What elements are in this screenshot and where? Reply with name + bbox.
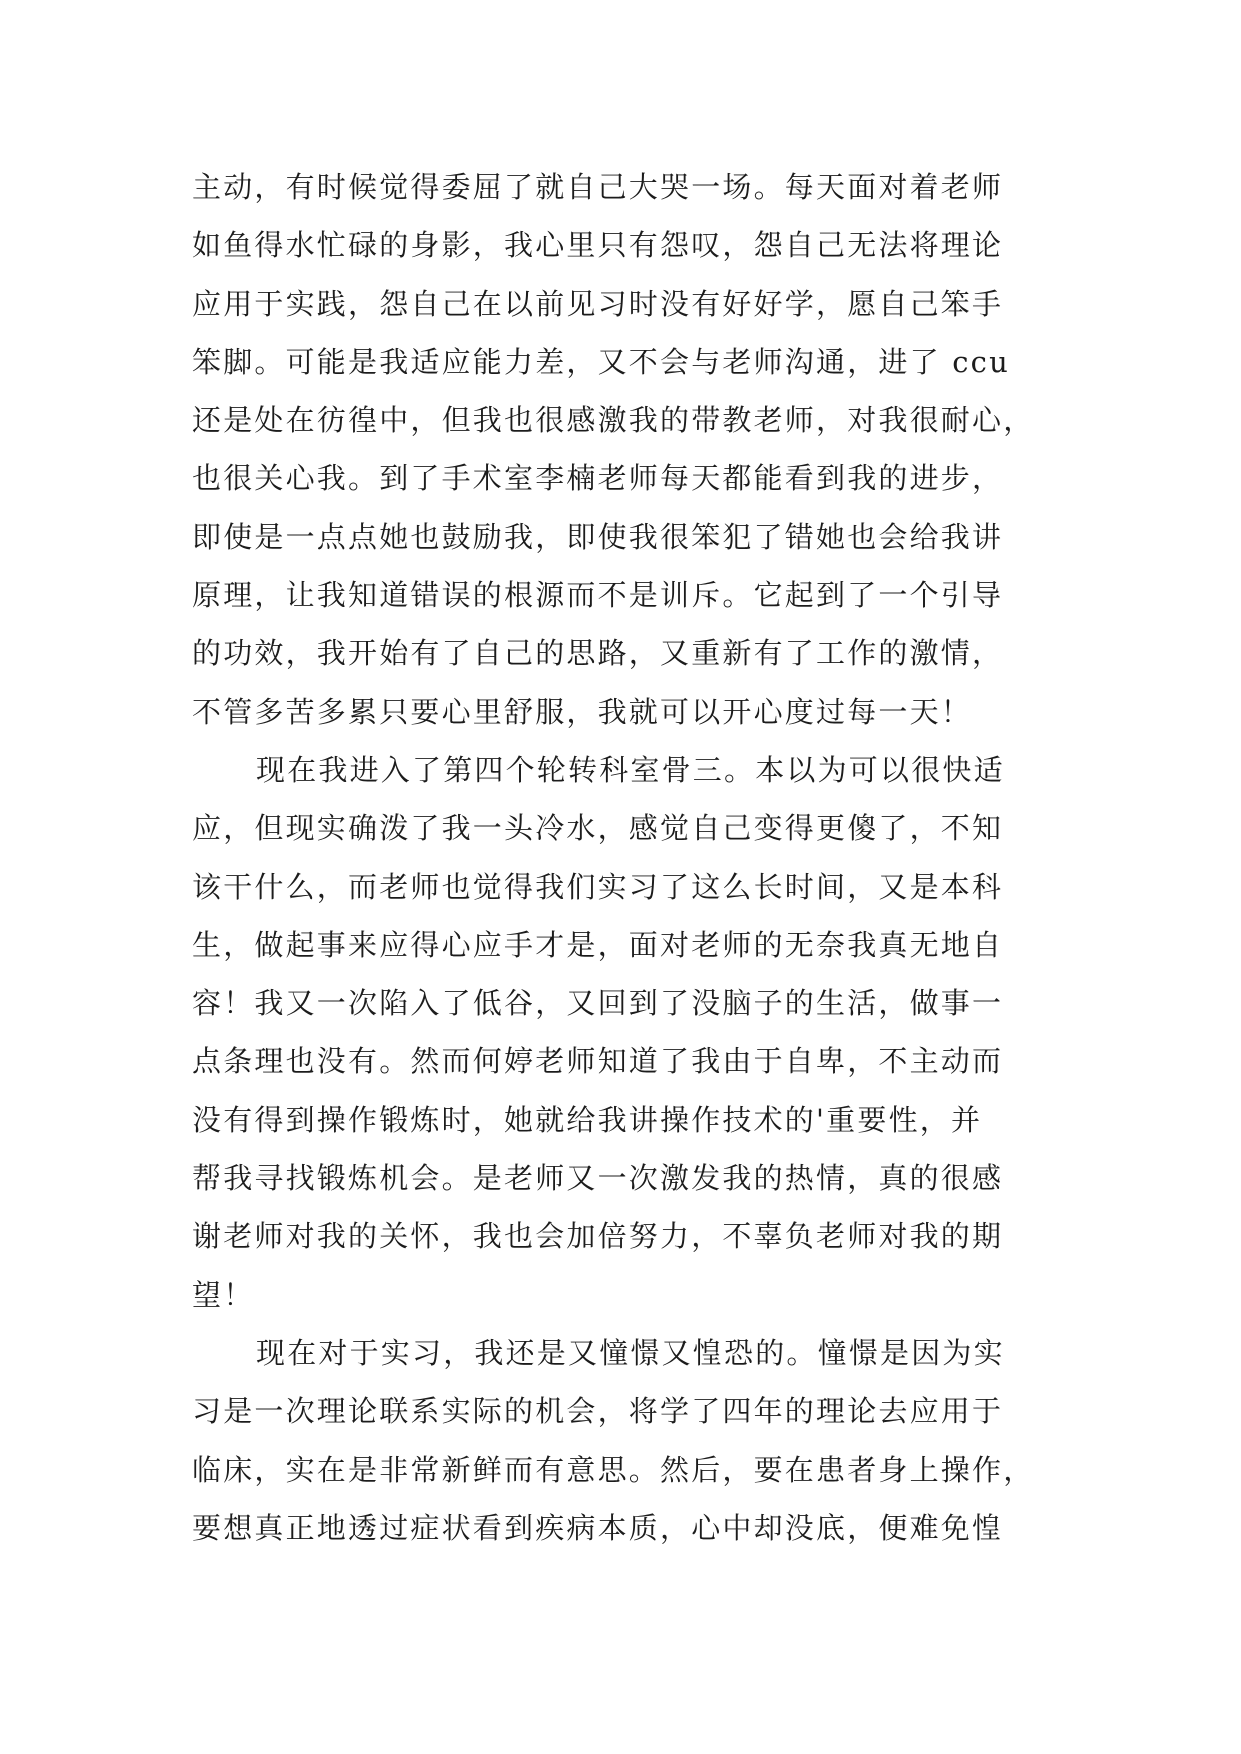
- text-line: 谢老师对我的关怀，我也会加倍努力，不辜负老师对我的期: [192, 1219, 1004, 1254]
- text-line: 该干什么，而老师也觉得我们实习了这么长时间，又是本科: [192, 869, 1004, 904]
- text-line: 也很关心我。到了手术室李楠老师每天都能看到我的进步，: [192, 461, 1004, 496]
- paragraph-first-line: 现在对于实习，我还是又憧憬又惶恐的。憧憬是因为实: [256, 1335, 1005, 1370]
- text-line: 主动，有时候觉得委屈了就自己大哭一场。每天面对着老师: [192, 170, 1004, 204]
- text-line: 帮我寻找锻炼机会。是老师又一次激发我的热情，真的很感: [192, 1161, 1004, 1196]
- text-line: 临床，实在是非常新鲜而有意思。然后，要在患者身上操作，: [192, 1452, 1035, 1487]
- text-line: 生，做起事来应得心应手才是，面对老师的无奈我真无地自: [192, 927, 1004, 962]
- text-line: 应用于实践，怨自己在以前见习时没有好好学，愿自己笨手: [192, 286, 1004, 321]
- text-line: 望！: [192, 1277, 255, 1312]
- paragraph-first-line: 现在我进入了第四个轮转科室骨三。本以为可以很快适: [256, 752, 1005, 787]
- text-line: 应，但现实确泼了我一头冷水，感觉自己变得更傻了，不知: [192, 811, 1004, 846]
- text-line: 要想真正地透过症状看到疾病本质，心中却没底，便难免惶: [192, 1510, 1004, 1545]
- text-line: 容！我又一次陷入了低谷，又回到了没脑子的生活，做事一: [192, 986, 1004, 1021]
- text-line: 习是一次理论联系实际的机会，将学了四年的理论去应用于: [192, 1394, 1004, 1429]
- text-line: 点条理也没有。然而何婷老师知道了我由于自卑，不主动而: [192, 1044, 1004, 1079]
- body-text: [192, 158, 1072, 1557]
- text-line: 没有得到操作锻炼时，她就给我讲操作技术的'重要性，并: [192, 1102, 983, 1137]
- text-line: 的功效，我开始有了自己的思路，又重新有了工作的激情，: [192, 636, 1004, 671]
- text-line: 如鱼得水忙碌的身影，我心里只有怨叹，怨自己无法将理论: [192, 228, 1004, 263]
- text-line: 即使是一点点她也鼓励我，即使我很笨犯了错她也会给我讲: [192, 519, 1004, 554]
- text-line: 原理，让我知道错误的根源而不是训斥。它起到了一个引导: [192, 578, 1004, 613]
- text-line: 笨脚。可能是我适应能力差，又不会与老师沟通，进了 ccu: [192, 344, 1010, 379]
- text-line: 不管多苦多累只要心里舒服，我就可以开心度过每一天！: [192, 694, 973, 729]
- text-line: 还是处在彷徨中，但我也很感激我的带教老师，对我很耐心，: [192, 403, 1035, 438]
